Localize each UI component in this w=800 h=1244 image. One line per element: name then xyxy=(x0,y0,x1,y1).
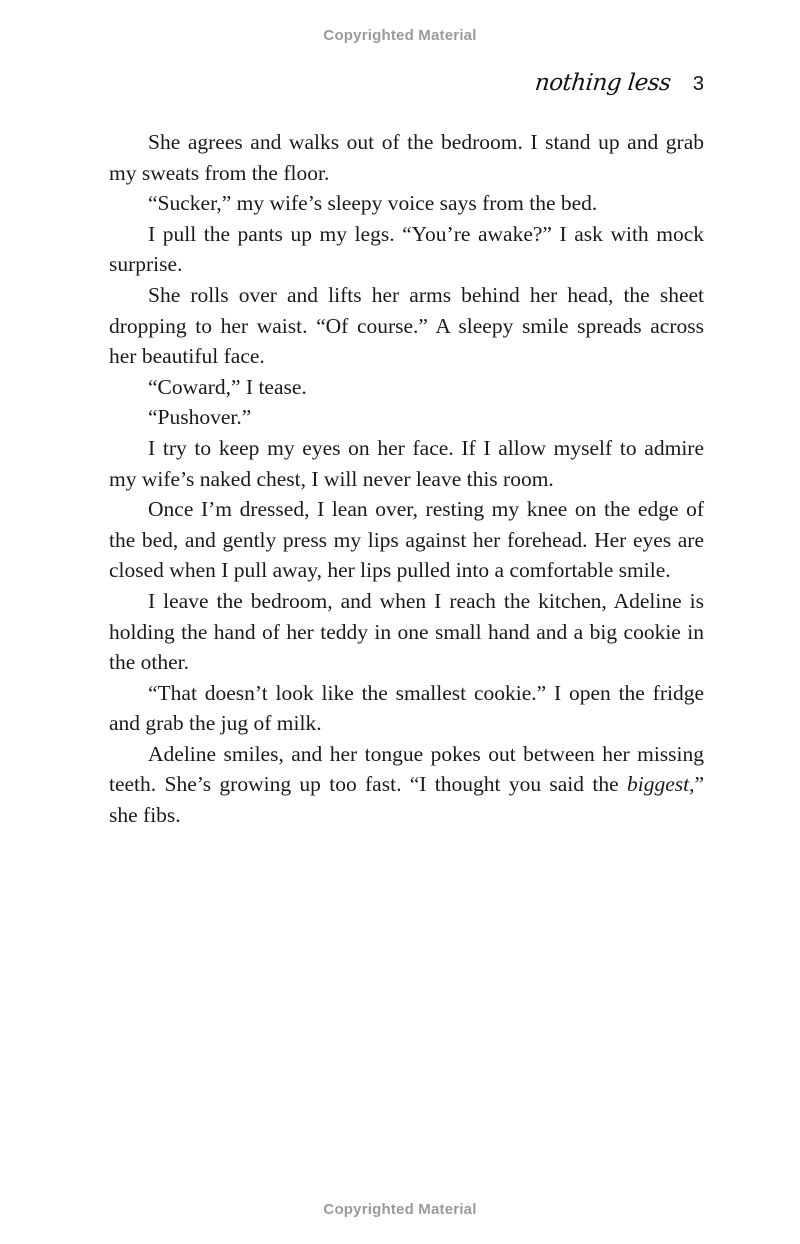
paragraph: Once I’m dressed, I lean over, resting my knee on the edge of the bed, and gently press my lips against her forehead. Her eyes are closed when I pull away, her lips pulled into a comfortable smile. xyxy=(109,497,704,583)
copyright-watermark-bottom: Copyrighted Material xyxy=(323,1201,477,1218)
paragraph: “Pushover.” xyxy=(148,405,252,430)
paragraph: She rolls over and lifts her arms behind her head, the sheet dropping to her waist. “Of course.” A sleepy smile spreads across her beautiful face. xyxy=(109,282,704,369)
emphasized-word: biggest xyxy=(626,772,690,797)
text-segment: ,” she fibs. xyxy=(109,772,704,828)
copyright-watermark-top: Copyrighted Material xyxy=(323,27,477,44)
paragraph: She agrees and walks out of the bedroom. I stand up and grab my sweats from the floor. xyxy=(109,130,704,185)
paragraph: I leave the bedroom, and when I reach the kitchen, Adeline is holding the hand of her teddy in one small hand and a big cookie in the other. xyxy=(109,588,704,675)
page-number: 3 xyxy=(692,73,704,95)
running-head xyxy=(535,70,704,96)
paragraph: “Coward,” I tease. xyxy=(148,374,307,399)
text-segment: Adeline smiles, and her tongue pokes out between her missing teeth. She’s growing up too fast. “I thought you said the xyxy=(109,741,704,797)
running-title: nothing less xyxy=(534,70,673,96)
body-text xyxy=(109,127,704,831)
paragraph-last xyxy=(109,739,704,831)
paragraph: I pull the pants up my legs. “You’re awake?” I ask with mock surprise. xyxy=(109,221,704,277)
paragraph: I try to keep my eyes on her face. If I allow myself to admire my wife’s naked chest, I will never leave this room. xyxy=(109,435,704,491)
paragraph: “That doesn’t look like the smallest cookie.” I open the fridge and grab the jug of milk. xyxy=(109,680,704,736)
paragraph: “Sucker,” my wife’s sleepy voice says from the bed. xyxy=(148,191,598,216)
